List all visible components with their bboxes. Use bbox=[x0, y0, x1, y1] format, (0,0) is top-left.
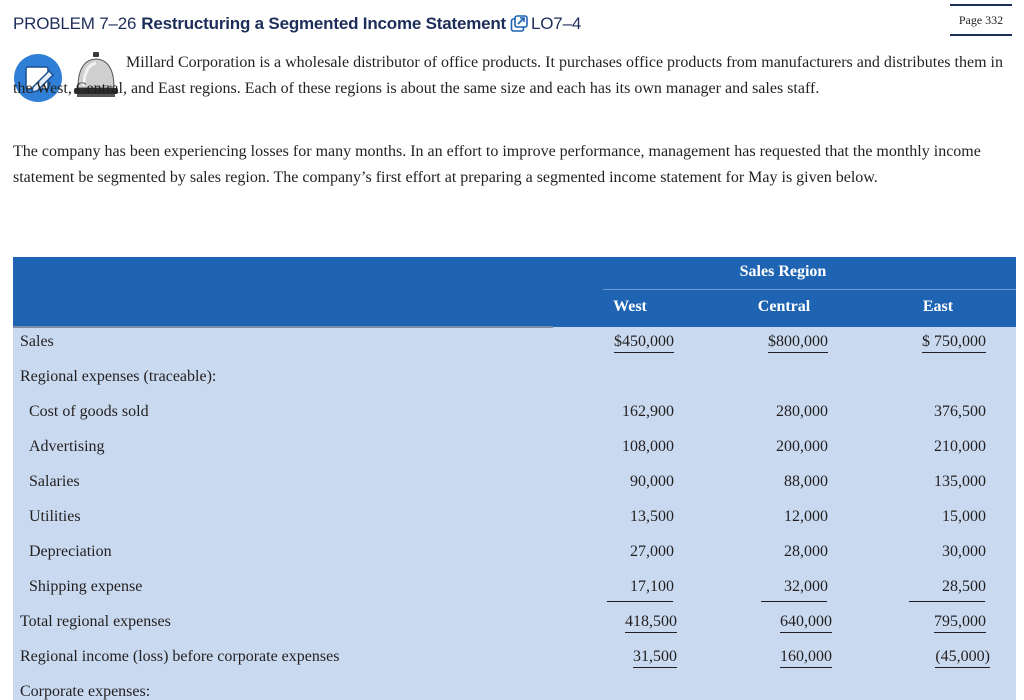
cell-central: 88,000 bbox=[784, 473, 828, 490]
intro-paragraph-2: The company has been experiencing losses for many months. In an effort to improve performance, management has requested that the monthly income statement be segmented by sales region. The company’s first effort at preparing a segmented income statement for May is given below. bbox=[13, 143, 981, 186]
problem-title bbox=[13, 14, 581, 34]
segmented-income-statement-table bbox=[13, 257, 1016, 700]
cell-east: 28,500 bbox=[942, 578, 986, 595]
cell-east: 135,000 bbox=[934, 473, 986, 490]
cell-central: 12,000 bbox=[784, 508, 828, 525]
cell-west: 162,900 bbox=[622, 403, 674, 420]
cell-west: 90,000 bbox=[630, 473, 674, 490]
header-divider bbox=[603, 289, 1016, 290]
cell-east: (45,000) bbox=[935, 648, 990, 668]
row-label: Sales bbox=[20, 333, 54, 350]
table-row-salaries bbox=[13, 467, 1016, 502]
cell-east: 795,000 bbox=[934, 613, 986, 633]
table-row-shipping-expense bbox=[13, 572, 1016, 607]
cell-east: 210,000 bbox=[934, 438, 986, 455]
subtotal-rule-central bbox=[761, 601, 827, 602]
table-row-advertising bbox=[13, 432, 1016, 467]
row-label: Cost of goods sold bbox=[29, 403, 149, 420]
cell-east: 30,000 bbox=[942, 543, 986, 560]
cell-west: 31,500 bbox=[633, 648, 677, 668]
table-row-regional-income bbox=[13, 642, 1016, 677]
row-label: Depreciation bbox=[29, 543, 112, 560]
external-link-icon[interactable] bbox=[510, 15, 528, 33]
cell-west: 108,000 bbox=[622, 438, 674, 455]
cell-central: 280,000 bbox=[776, 403, 828, 420]
problem-name: Restructuring a Segmented Income Statement bbox=[141, 14, 507, 33]
cell-central: $800,000 bbox=[768, 333, 828, 353]
cell-east: $ 750,000 bbox=[922, 333, 986, 353]
cell-east: 376,500 bbox=[934, 403, 986, 420]
row-label: Regional income (loss) before corporate expenses bbox=[20, 648, 340, 665]
table-row-total-regional-expenses bbox=[13, 607, 1016, 642]
cell-west: $450,000 bbox=[614, 333, 674, 353]
row-label: Regional expenses (traceable): bbox=[20, 368, 217, 385]
cell-central: 160,000 bbox=[780, 648, 832, 668]
cell-central: 640,000 bbox=[780, 613, 832, 633]
column-header-central: Central bbox=[757, 298, 811, 315]
intro-paragraph-1: Millard Corporation is a wholesale distributor of office products. It purchases office products from manufacturers and distributes them in the West, Central, and East regions. Each of these regions is about the same size and each has its own manager and sales staff. bbox=[13, 54, 1003, 97]
table-row-corporate-expenses-heading bbox=[13, 677, 1016, 700]
row-label: Salaries bbox=[29, 473, 80, 490]
page-label: Page 332 bbox=[950, 4, 1012, 36]
learning-objective-link[interactable]: LO7–4 bbox=[531, 14, 582, 33]
cell-west: 27,000 bbox=[630, 543, 674, 560]
row-label: Utilities bbox=[29, 508, 81, 525]
cell-central: 28,000 bbox=[784, 543, 828, 560]
table-row-depreciation bbox=[13, 537, 1016, 572]
subtotal-rule-west bbox=[607, 601, 673, 602]
row-label: Corporate expenses: bbox=[20, 683, 151, 700]
table-header bbox=[13, 257, 1016, 327]
cell-west: 418,500 bbox=[625, 613, 677, 633]
cell-east: 15,000 bbox=[942, 508, 986, 525]
cell-central: 32,000 bbox=[784, 578, 828, 595]
subtotal-rule-east bbox=[909, 601, 985, 602]
table-row-sales bbox=[13, 327, 1016, 362]
problem-number: PROBLEM 7–26 bbox=[13, 14, 137, 33]
column-header-west: West bbox=[613, 298, 647, 315]
column-header-east: East bbox=[922, 298, 954, 315]
row-label: Total regional expenses bbox=[20, 613, 171, 630]
row-label: Shipping expense bbox=[29, 578, 143, 595]
cell-west: 17,100 bbox=[630, 578, 674, 595]
row-label: Advertising bbox=[29, 438, 105, 455]
cell-west: 13,500 bbox=[630, 508, 674, 525]
table-row-cost-of-goods-sold bbox=[13, 397, 1016, 432]
cell-central: 200,000 bbox=[776, 438, 828, 455]
sales-region-header: Sales Region bbox=[739, 263, 827, 280]
table-row-regional-expenses-heading bbox=[13, 362, 1016, 397]
table-row-utilities bbox=[13, 502, 1016, 537]
